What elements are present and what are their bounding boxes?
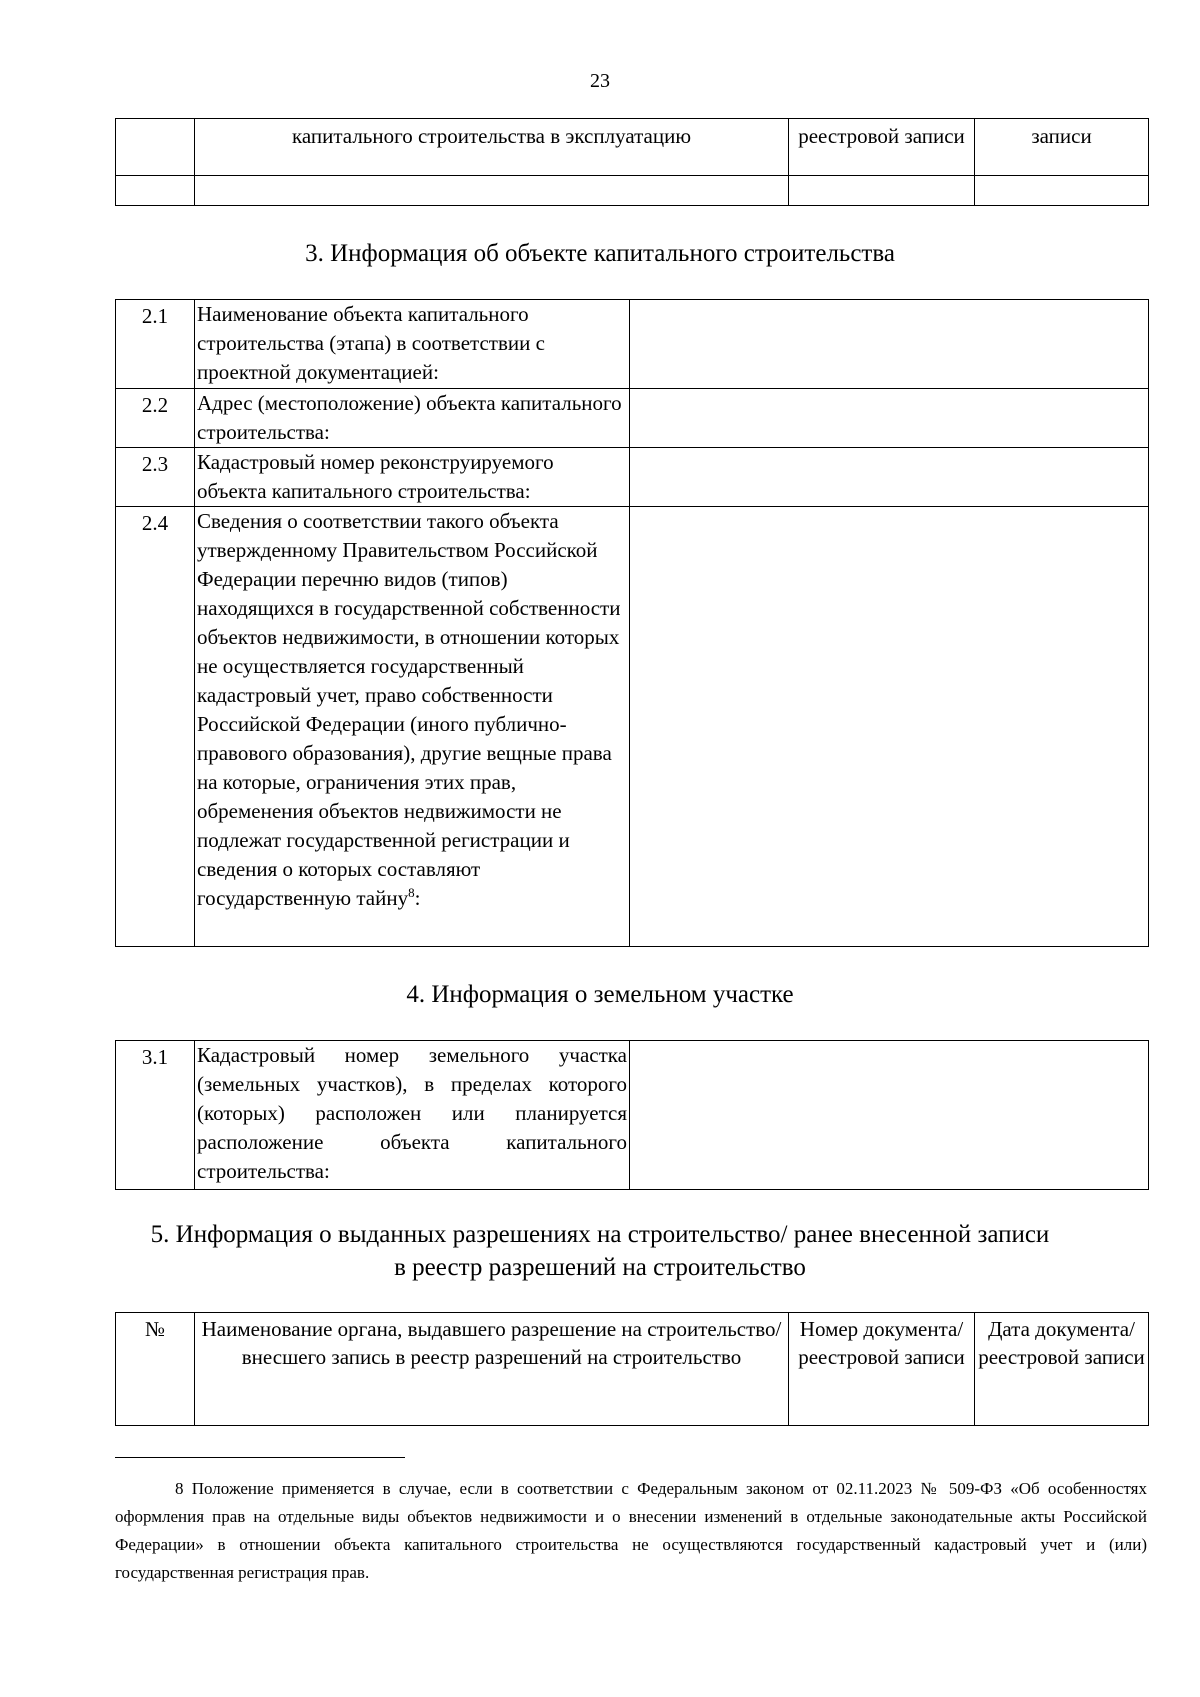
top-table-cell-number: реестровой записи bbox=[789, 119, 975, 176]
row-label bbox=[195, 507, 630, 947]
row-label: Наименование объекта капитального строительства (этапа) в соответствии с проектной документацией: bbox=[195, 300, 630, 389]
top-table-cell bbox=[789, 176, 975, 206]
row-number: 3.1 bbox=[116, 1041, 195, 1190]
row-number: 2.3 bbox=[116, 448, 195, 507]
row-value bbox=[630, 300, 1149, 389]
footnote-text: 8 Положение применяется в случае, если в соответствии с Федеральным законом от 02.11.2023 № 509-ФЗ «Об особенностях оформления прав на отдельные виды объектов недвижимости и о внесении изменений в отдельные законодательные акты Российской Федерации» в отношении объекта капитального строительства не осуществляются государственный кадастровый учет и (или) государственная регистрация прав. bbox=[115, 1479, 1147, 1582]
row-label: Кадастровый номер земельного участка (земельных участков), в пределах которого (которых) расположен или планируется расположение объекта капитального строительства: bbox=[195, 1041, 630, 1190]
table-header-row bbox=[116, 1313, 1149, 1426]
footnote-divider bbox=[115, 1457, 405, 1458]
row-label: Кадастровый номер реконструируемого объекта капитального строительства: bbox=[195, 448, 630, 507]
section3-title: 3. Информация об объекте капитального строительства bbox=[305, 240, 895, 267]
table-row bbox=[116, 507, 1149, 947]
top-table bbox=[115, 118, 1149, 206]
row-value bbox=[630, 389, 1149, 448]
row-value bbox=[630, 448, 1149, 507]
row-value bbox=[630, 507, 1149, 947]
section4-table bbox=[115, 1040, 1149, 1190]
top-table-row bbox=[116, 176, 1149, 206]
top-table-cell bbox=[116, 176, 195, 206]
column-header-authority: Наименование органа, выдавшего разрешение на строительство/ внесшего запись в реестр разрешений на строительство bbox=[195, 1313, 789, 1426]
top-table-cell-name: капитального строительства в эксплуатацию bbox=[195, 119, 789, 176]
footnote-ref: 8 bbox=[408, 885, 415, 900]
section5-table bbox=[115, 1312, 1149, 1426]
row-value bbox=[630, 1041, 1149, 1190]
row-label-tail: : bbox=[414, 886, 421, 910]
table-row bbox=[116, 389, 1149, 448]
table-row bbox=[116, 1041, 1149, 1190]
column-header-document-date: Дата документа/ реестровой записи bbox=[975, 1313, 1149, 1426]
row-label: Адрес (местоположение) объекта капитального строительства: bbox=[195, 389, 630, 448]
row-label-text: Сведения о соответствии такого объекта утвержденному Правительством Российской Федерации перечню видов (типов) находящихся в государственной собственности объектов недвижимости, в отношении которых не осуществляется государственный кадастровый учет, право собственности Российской Федерации (иного публично-правового образования), другие вещные права на которые, ограничения этих прав, обременения объектов недвижимости не подлежат государственной регистрации и сведения о которых составляют государственную тайну bbox=[197, 509, 621, 910]
top-table-cell-num bbox=[116, 119, 195, 176]
column-header-document-number: Номер документа/ реестровой записи bbox=[789, 1313, 975, 1426]
top-table-row bbox=[116, 119, 1149, 176]
table-row bbox=[116, 448, 1149, 507]
row-number: 2.2 bbox=[116, 389, 195, 448]
top-table-cell bbox=[195, 176, 789, 206]
section5-title-line2: в реестр разрешений на строительство bbox=[394, 1254, 806, 1281]
column-header-number: № bbox=[116, 1313, 195, 1426]
section4-title: 4. Информация о земельном участке bbox=[406, 981, 794, 1008]
table-row bbox=[116, 300, 1149, 389]
top-table-cell-date: записи bbox=[975, 119, 1149, 176]
row-number: 2.1 bbox=[116, 300, 195, 389]
section5-title-line1: 5. Информация о выданных разрешениях на строительство/ ранее внесенной записи bbox=[150, 1221, 1050, 1248]
section3-table bbox=[115, 299, 1149, 947]
row-number: 2.4 bbox=[116, 507, 195, 947]
page-number: 23 bbox=[590, 70, 610, 92]
top-table-cell bbox=[975, 176, 1149, 206]
